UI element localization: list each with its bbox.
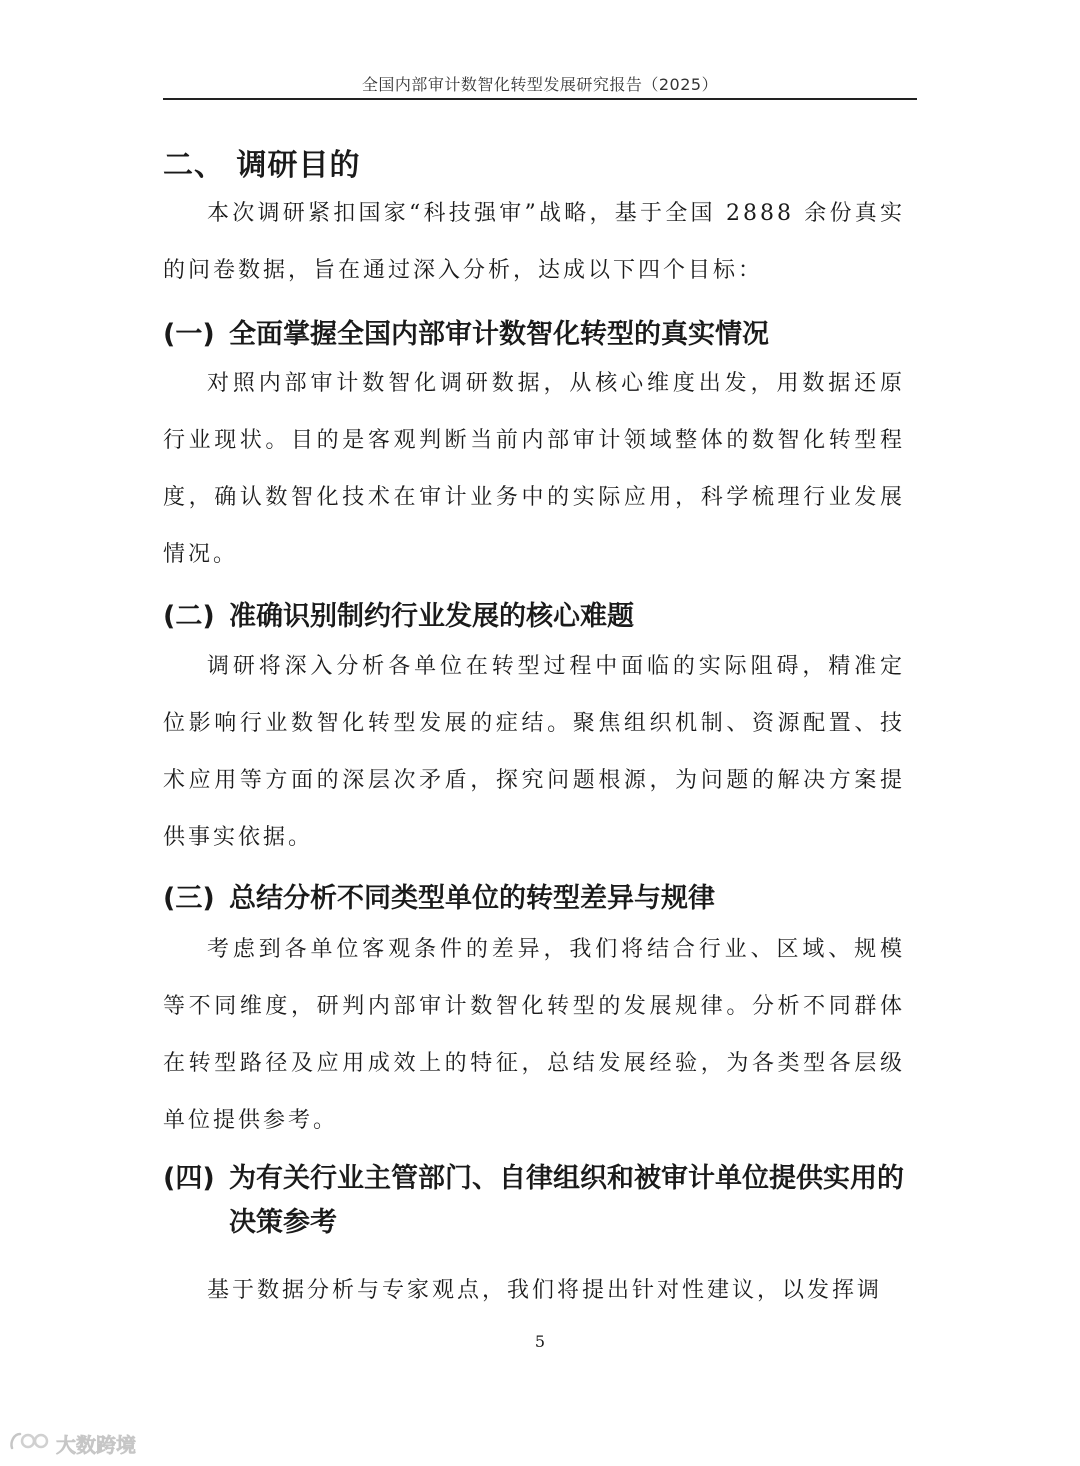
- header-divider: [163, 98, 917, 100]
- section-title: 二、 调研目的: [163, 148, 361, 183]
- goal-heading-2: [163, 594, 917, 633]
- section-intro: 本次调研紧扣国家“科技强审”战略，基于全国 2888 余份真实的问卷数据，旨在通过深入分析，达成以下四个目标：: [163, 201, 905, 283]
- goal-number: (二): [163, 601, 215, 632]
- goal-body-1: 对照内部审计数智化调研数据，从核心维度出发，用数据还原行业现状。目的是客观判断当前内部审计领域整体的数智化转型程度，确认数智化技术在审计业务中的实际应用，科学梳理行业发展情况。: [163, 371, 905, 567]
- goal-body-2: 调研将深入分析各单位在转型过程中面临的实际阻碍，精准定位影响行业数智化转型发展的症结。聚焦组织机制、资源配置、技术应用等方面的深层次矛盾，探究问题根源，为问题的解决方案提供事实依据。: [163, 654, 905, 850]
- goal-title: 全面掌握全国内部审计数智化转型的真实情况: [229, 319, 769, 350]
- goal-body-4: 基于数据分析与专家观点，我们将提出针对性建议，以发挥调: [207, 1278, 883, 1303]
- running-header: 全国内部审计数智化转型发展研究报告（2025）: [361, 75, 719, 94]
- goal-title: 为有关行业主管部门、自律组织和被审计单位提供实用的决策参考: [229, 1163, 904, 1238]
- goal-number: (一): [163, 319, 215, 350]
- goal-number: (三): [163, 883, 215, 914]
- brand-logo-icon: [8, 1428, 52, 1458]
- goal-heading-4: [163, 1157, 917, 1245]
- goal-heading-3: [163, 876, 917, 915]
- goal-title: 总结分析不同类型单位的转型差异与规律: [229, 883, 715, 914]
- page-number: 5: [534, 1332, 546, 1351]
- goal-heading-1: [163, 312, 917, 351]
- goal-title: 准确识别制约行业发展的核心难题: [229, 601, 634, 632]
- goal-number: (四): [163, 1163, 215, 1194]
- goal-body-3: 考虑到各单位客观条件的差异，我们将结合行业、区域、规模等不同维度，研判内部审计数智化转型的发展规律。分析不同群体在转型路径及应用成效上的特征，总结发展经验，为各类型各层级单位提供参考。: [163, 937, 905, 1133]
- watermark: [8, 1428, 136, 1458]
- watermark-text: 大数跨境: [56, 1432, 136, 1457]
